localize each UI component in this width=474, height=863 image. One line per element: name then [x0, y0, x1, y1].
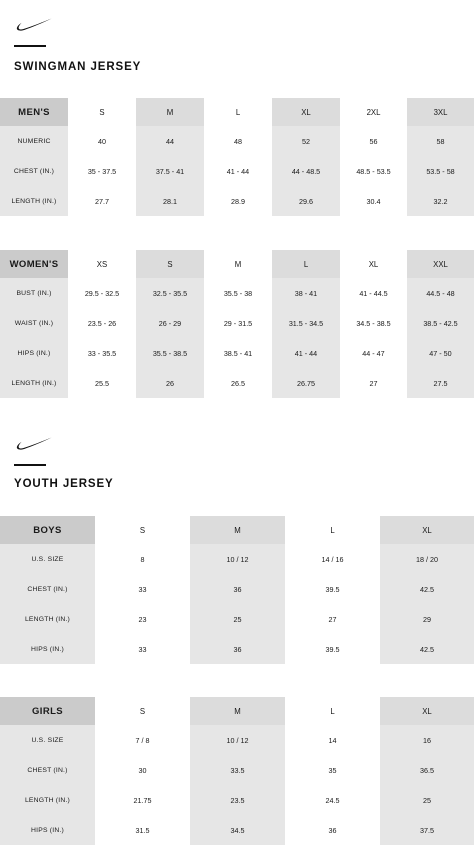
size-header-cell: M: [190, 697, 285, 725]
table-cell: 37.5: [380, 815, 474, 845]
table-cell: 44.5 - 48: [407, 278, 474, 308]
table-row: [0, 544, 474, 574]
table-header-row: [0, 98, 474, 126]
table-row: [0, 186, 474, 216]
table-cell: 14: [328, 735, 337, 745]
table-cell: 10 / 12: [190, 725, 285, 755]
table-cell: 40: [98, 136, 106, 146]
table-cell: 27: [328, 614, 337, 624]
measurement-label-cell: U.S. SIZE: [0, 725, 95, 755]
table-cell: 27.5: [407, 368, 474, 398]
measurement-label-cell: WAIST (IN.): [0, 308, 68, 338]
table-cell: 26.75: [272, 368, 340, 398]
size-header-cell: 3XL: [407, 98, 474, 126]
table-cell: 32.2: [407, 186, 474, 216]
table-cell: 35.5 - 38: [223, 288, 253, 298]
table-cell: 29 - 31.5: [223, 318, 253, 328]
table-cell: 48.5 - 53.5: [356, 166, 391, 176]
table-cell: 56: [369, 136, 378, 146]
section-divider: [14, 464, 46, 466]
table-cell: 44 - 48.5: [272, 156, 340, 186]
measurement-label-cell: LENGTH (IN.): [0, 785, 95, 815]
size-header-cell: XXL: [407, 250, 474, 278]
table-cell: 32.5 - 35.5: [136, 278, 204, 308]
table-cell: 36: [190, 574, 285, 604]
section-divider: [14, 45, 46, 47]
table-cell: 16: [380, 725, 474, 755]
measurement-label-cell: CHEST (IN.): [0, 755, 95, 785]
measurement-label-cell: NUMERIC: [0, 126, 68, 156]
measurement-label-cell: HIPS (IN.): [0, 634, 95, 664]
table-cell: 28.9: [231, 196, 245, 206]
measurement-label-cell: HIPS (IN.): [0, 338, 68, 368]
swoosh-logo-icon: [14, 17, 52, 33]
boys-size-table: [0, 516, 474, 664]
table-cell: 26 - 29: [136, 308, 204, 338]
table-title-cell: BOYS: [0, 516, 95, 544]
table-cell: 31.5 - 34.5: [272, 308, 340, 338]
table-row: [0, 725, 474, 755]
table-cell: 26: [136, 368, 204, 398]
size-header-cell: S: [99, 107, 105, 117]
table-cell: 27: [369, 378, 378, 388]
table-row: [0, 308, 474, 338]
size-header-cell: S: [136, 250, 204, 278]
table-cell: 29.6: [272, 186, 340, 216]
measurement-label-cell: HIPS (IN.): [0, 815, 95, 845]
table-cell: 42.5: [380, 634, 474, 664]
table-cell: 14 / 16: [321, 554, 344, 564]
table-row: [0, 604, 474, 634]
table-cell: 23.5: [190, 785, 285, 815]
table-cell: 39.5: [325, 584, 340, 594]
table-row: [0, 634, 474, 664]
table-row: [0, 338, 474, 368]
measurement-label-cell: LENGTH (IN.): [0, 186, 68, 216]
measurement-label-cell: U.S. SIZE: [0, 544, 95, 574]
table-cell: 21.75: [133, 795, 152, 805]
table-title-cell: WOMEN'S: [0, 250, 68, 278]
table-cell: 34.5 - 38.5: [356, 318, 391, 328]
table-cell: 52: [272, 126, 340, 156]
table-cell: 48: [234, 136, 242, 146]
table-cell: 38.5 - 41: [223, 348, 253, 358]
size-header-cell: M: [190, 516, 285, 544]
measurement-label-cell: CHEST (IN.): [0, 574, 95, 604]
size-header-cell: XL: [272, 98, 340, 126]
table-title-cell: MEN'S: [0, 98, 68, 126]
size-header-cell: L: [235, 107, 241, 117]
table-cell: 29: [380, 604, 474, 634]
table-cell: 36: [190, 634, 285, 664]
table-cell: 33 - 35.5: [87, 348, 117, 358]
table-cell: 38.5 - 42.5: [407, 308, 474, 338]
table-cell: 44 - 47: [362, 348, 385, 358]
table-cell: 29.5 - 32.5: [84, 288, 120, 298]
table-cell: 42.5: [380, 574, 474, 604]
size-header-cell: S: [139, 706, 146, 716]
table-cell: 25: [190, 604, 285, 634]
swoosh-logo-icon: [14, 436, 52, 452]
measurement-label-cell: LENGTH (IN.): [0, 368, 68, 398]
table-cell: 38 - 41: [272, 278, 340, 308]
table-title-cell: GIRLS: [0, 697, 95, 725]
table-cell: 35.5 - 38.5: [136, 338, 204, 368]
table-cell: 35 - 37.5: [87, 166, 117, 176]
table-row: [0, 815, 474, 845]
table-cell: 37.5 - 41: [136, 156, 204, 186]
measurement-label-cell: CHEST (IN.): [0, 156, 68, 186]
table-cell: 36: [328, 825, 337, 835]
table-cell: 27.7: [95, 196, 109, 206]
girls-size-table: [0, 697, 474, 845]
table-row: [0, 156, 474, 186]
table-cell: 53.5 - 58: [407, 156, 474, 186]
size-header-cell: XL: [380, 697, 474, 725]
size-header-cell: L: [272, 250, 340, 278]
womens-size-table: [0, 250, 474, 398]
section-title-youth: YOUTH JERSEY: [14, 478, 114, 490]
size-header-cell: XL: [368, 259, 379, 269]
table-cell: 18 / 20: [380, 544, 474, 574]
table-cell: 35: [328, 765, 337, 775]
table-cell: 41 - 44.5: [359, 288, 388, 298]
table-cell: 34.5: [190, 815, 285, 845]
size-header-cell: XL: [380, 516, 474, 544]
table-cell: 30: [138, 765, 147, 775]
table-cell: 41 - 44: [226, 166, 250, 176]
table-row: [0, 785, 474, 815]
table-cell: 47 - 50: [407, 338, 474, 368]
table-row: [0, 126, 474, 156]
size-header-cell: M: [136, 98, 204, 126]
size-header-cell: XS: [96, 259, 108, 269]
table-cell: 31.5: [135, 825, 150, 835]
size-header-cell: 2XL: [366, 107, 381, 117]
table-cell: 39.5: [325, 644, 340, 654]
table-cell: 33: [138, 644, 147, 654]
table-cell: 25.5: [95, 378, 109, 388]
table-cell: 28.1: [136, 186, 204, 216]
table-cell: 30.4: [366, 196, 381, 206]
table-cell: 33.5: [190, 755, 285, 785]
mens-size-table: [0, 98, 474, 216]
table-cell: 10 / 12: [190, 544, 285, 574]
measurement-label-cell: LENGTH (IN.): [0, 604, 95, 634]
measurement-label-cell: BUST (IN.): [0, 278, 68, 308]
table-row: [0, 574, 474, 604]
table-cell: 23: [138, 614, 147, 624]
table-cell: 23.5 - 26: [87, 318, 117, 328]
table-header-row: [0, 697, 474, 725]
table-cell: 36.5: [380, 755, 474, 785]
table-cell: 44: [136, 126, 204, 156]
table-cell: 24.5: [325, 795, 340, 805]
table-cell: 58: [407, 126, 474, 156]
size-header-cell: S: [139, 525, 146, 535]
table-cell: 33: [138, 584, 147, 594]
table-header-row: [0, 250, 474, 278]
table-cell: 7 / 8: [135, 735, 150, 745]
size-header-cell: M: [234, 259, 242, 269]
table-row: [0, 278, 474, 308]
table-cell: 41 - 44: [272, 338, 340, 368]
section-title-swingman: SWINGMAN JERSEY: [14, 61, 142, 73]
size-header-cell: L: [330, 706, 335, 716]
table-row: [0, 368, 474, 398]
table-header-row: [0, 516, 474, 544]
table-cell: 26.5: [231, 378, 245, 388]
table-cell: 8: [140, 554, 145, 564]
size-header-cell: L: [330, 525, 335, 535]
table-cell: 25: [380, 785, 474, 815]
table-row: [0, 755, 474, 785]
